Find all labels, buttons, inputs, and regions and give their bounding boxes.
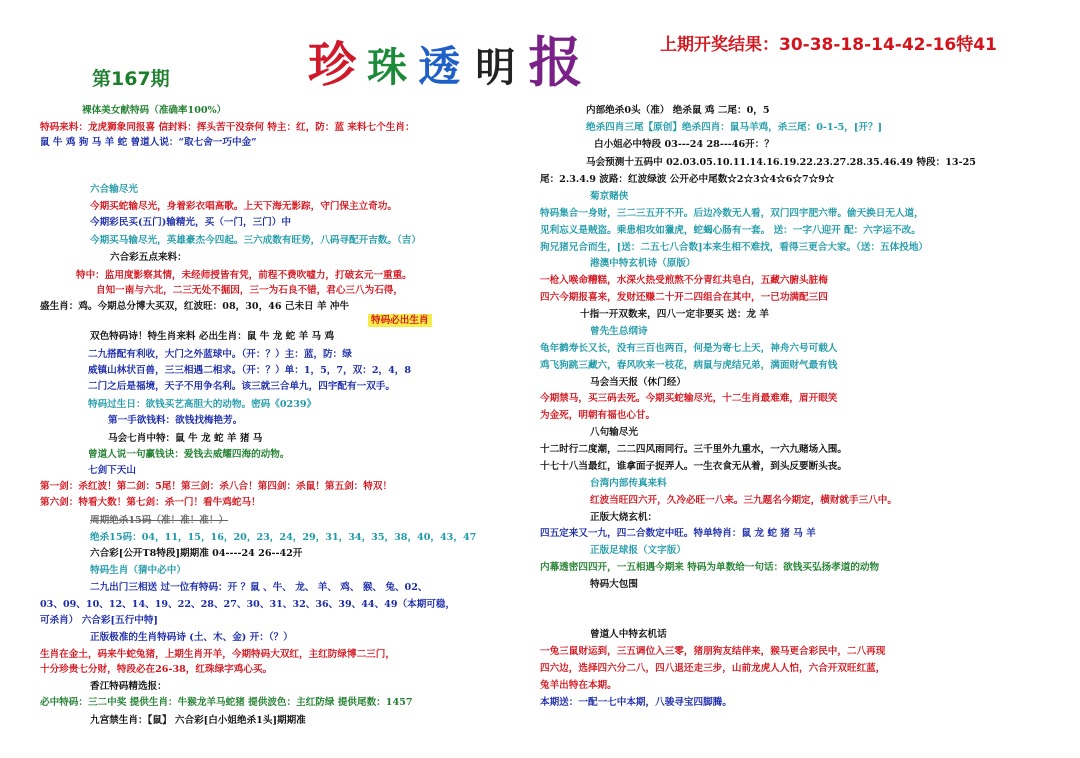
left-line: 特码过生日：欲钱买艺高胆大的动物。密码《0239》 [88,399,317,410]
right-line: 见利忘义是贼盗。乘患相攻如獵虎，蛇蝎心肠有一套。 送：一字八迎开 配：六字运不改。 [540,225,921,236]
right-line: 马会当天报（休门经） [590,377,686,388]
left-line: 六合彩[公开T8特段]期期准 04----24 26--42开 [90,548,303,559]
right-line: 台湾内部传真来料 [590,478,667,489]
right-line: 十二时行二度潮，二二四风雨同行。三千里外九重水，一六九赌场入围。 [540,444,847,455]
left-line: 香江特码精选报： [90,681,167,692]
right-line: 绝杀四肖三尾【原创】绝杀四肖：鼠马羊鸡，杀三尾：0-1-5，[开？] [586,122,883,133]
left-line: 九宫禁生肖：【鼠】 六合彩[白小姐绝杀1头]期期准 [90,715,306,726]
right-line: 十指一开双数来，四八一定非要买 送：龙 羊 [580,309,769,320]
left-line: 必中特码：三二中奖 提供生肖：牛猴龙羊马蛇猪 提供波色：主红防绿 提供尾数：1457 [40,697,413,708]
right-line: 菊京赌侠 [590,191,629,202]
left-line: 曾道人说一句赢钱诀：爱钱去威耀四海的动物。 [88,449,290,460]
left-line: 双色特码诗！特生肖来料 必出生肖：鼠 牛 龙 蛇 羊 马 鸡 [90,331,335,342]
left-line: 二九搭配有利收，大门之外蓝球中。（开：？）主：蓝，防：绿 [88,349,352,360]
right-line: 鸡飞狗跳三藏六，春风吹来一枝花，病鼠与虎结兄弟，满面财气最有钱 [540,360,838,371]
left-line: 特码生肖（猜中必中） [90,565,186,576]
right-line: 本期送：一配一七中本期，八骏寻宝四脚腾。 [540,697,732,708]
right-line: 兔羊出特在本期。 [540,680,617,691]
right-line: 八句输尽光 [590,427,638,438]
right-line: 特码大包围 [590,579,638,590]
right-line: 四五定来又一九，四二合数定中旺。特单特肖：鼠 龙 蛇 猪 马 羊 [540,528,816,539]
left-line: 自知一南与六北，二三无处不掘因，三一为石良不错，君心三八为石得， [96,285,403,296]
right-line: 狗兄猪兄合而生，[送：二五七八合数]本来生相不难找，看得三更合大家。（送：五体投地） [540,242,929,253]
right-line: 一枪入喉命糟糕，水深火热受煎熬不分青红共皂白，五藏六腑头脏梅 [540,275,828,286]
right-line: 正版足球报（文字版） [590,545,686,556]
right-line: 尾：2.3.4.9 波路：红波绿波 公开必中尾数☆2☆3☆4☆6☆7☆9☆ [540,174,835,185]
left-line: 特码必出生肖 [368,314,432,327]
right-line: 四六今期报喜来，发财还赚二十开二四组合在其中，一已功满配三四 [540,292,828,303]
left-line: 第一手欲钱料：欲钱找梅艳芳。 [108,415,243,426]
left-line: 六合输尽光 [90,184,138,195]
right-line: 十七十八当最红，谁拿面子捉弄人。一生衣食无从着，到头反要断头丧。 [540,461,847,472]
right-line: 白小姐必中特段 03---24 28---46开：？ [594,139,774,150]
title-char-3: 透 [418,42,461,91]
masthead [308,20,582,97]
title-char-2: 珠 [367,44,408,91]
left-line: 第一剑：杀红波！第二剑：5尾！第三剑：杀八合！第四剑：杀鼠！第五剑：特双！ [40,481,393,492]
right-line: 港澳中特玄机诗（原版） [590,258,696,269]
left-line: 第六剑：特看大数！第七剑：杀一门！看牛鸡蛇马！ [40,497,261,508]
right-line: 红波当旺四六开，久冷必旺一八来。三九题名今期定，横财就手三八中。 [590,495,897,506]
right-line: 马会预测十五码中 02.03.05.10.11.14.16.19.22.23.27.28.35.46.49 特段：13-25 [586,157,976,168]
title-char-4: 明 [475,44,516,91]
left-line: 马会七肖中特：鼠 牛 龙 蛇 羊 猪 马 [108,433,263,444]
left-line: 七剑下天山 [88,465,136,476]
left-line: 二九出门三相送 过一位有特码：开 ？鼠 、牛、 龙、 羊、 鸡、 猴、 兔、02、 [90,582,428,593]
left-line: 盛生肖：鸡。今期总分博大买双，红波旺：08，30，46 己未日 羊 冲牛 [40,301,350,312]
left-line: 威镇山林状百兽，三三相遇二相求。（开：？）单：1，5，7，双：2，4，8 [88,365,412,376]
title-char-1: 珍 [308,37,357,93]
issue-number: 第167期 [92,68,170,90]
left-line: 鼠 牛 鸡 狗 马 羊 蛇 曾道人说：“取七舍一巧中金” [40,137,257,148]
right-line: 为金死，明朝有福也心甘。 [540,410,656,421]
left-line: 今期买马输尽光，英雄豪杰今四起。三六成数有旺势，八码寻配开吉数。（吉） [90,235,421,246]
left-line: 周期绝杀15码（准！准！准！） [90,515,229,526]
left-line: 十分珍贵七分财，特段必在26-38，红珠绿字鸡心买。 [40,664,273,675]
right-line: 今期禁马，买三码去死。今期买蛇输尽光，十二生肖最难难，眉开眼笑 [540,393,838,404]
left-line: 今期彩民买(五门)输精光，买（一门，三门）中 [90,217,291,228]
left-line: 生肖在金土，码来牛蛇兔猪，上期生肖开羊，今期特码大双红，主红防绿博二三门， [40,649,395,660]
title-char-5: 报 [528,30,583,94]
left-line: 今期买蛇输尽光，身着彩衣唱高歌。上天下海无影踪，守门保主立奇功。 [90,201,397,212]
right-line: 一兔三鼠财运到，三五调位入三零，猪朋狗友结伴来，猴马更合彩民中，二八再现 [540,646,886,657]
right-line: 内部绝杀0头（准） 绝杀鼠 鸡 二尾：0，5 [586,105,770,116]
left-line: 特码来料：龙虎狮象同报喜 信封料：挥头苦干没奈何 特主：红，防：蓝 来料七个生肖： [40,122,415,133]
left-line: 绝杀15码：04，11，15，16，20，23，24，29，31，34，35，38，40，43，47 [90,532,477,543]
right-line: 曾道人中特玄机话 [590,629,667,640]
left-line: 可杀肖） 六合彩[五行中特] [40,615,158,626]
right-line: 曾先生总纲诗 [590,326,648,337]
left-line: 03、09、10、12、14、19、22、28、27、30、31、32、36、39、44、49（本期可稳， [40,599,456,610]
left-line: 二门之后是福境，天子不用争名利。该三就三合单九，四宇配有一双手。 [88,381,395,392]
right-line: 正版大烧玄机： [590,512,658,523]
left-line: 裸体美女献特码（准确率100%） [82,105,227,116]
last-result: 上期开奖结果：30-38-18-14-42-16特41 [660,35,997,55]
left-line: 正版极准的生肖特码诗 (土、木、金) 开：（？） [90,632,293,643]
left-line: 六合彩五点来料： [110,252,187,263]
right-line: 特码集合一身财，三二三五开不开。后边冷数无人看，双门四宇肥六带。偷天换日无人道， [540,208,924,219]
left-line: 特中：监用度影察其情，未经师授皆有凭，前程不费吹嘘力，打破玄元一重重。 [76,270,412,281]
right-line: 龟年鹤寿长又长，没有三百也两百，何是为寄七上天，神舟六号可载人 [540,343,838,354]
right-line: 四六边，选择四六分二八，四八退还走三步，山前龙虎人人怕，六合开双旺红蓝， [540,663,886,674]
right-line: 内幕透密四四开，一五相遇今期来 特码为单数给一句话：欲钱买弘扬孝道的动物 [540,562,880,573]
